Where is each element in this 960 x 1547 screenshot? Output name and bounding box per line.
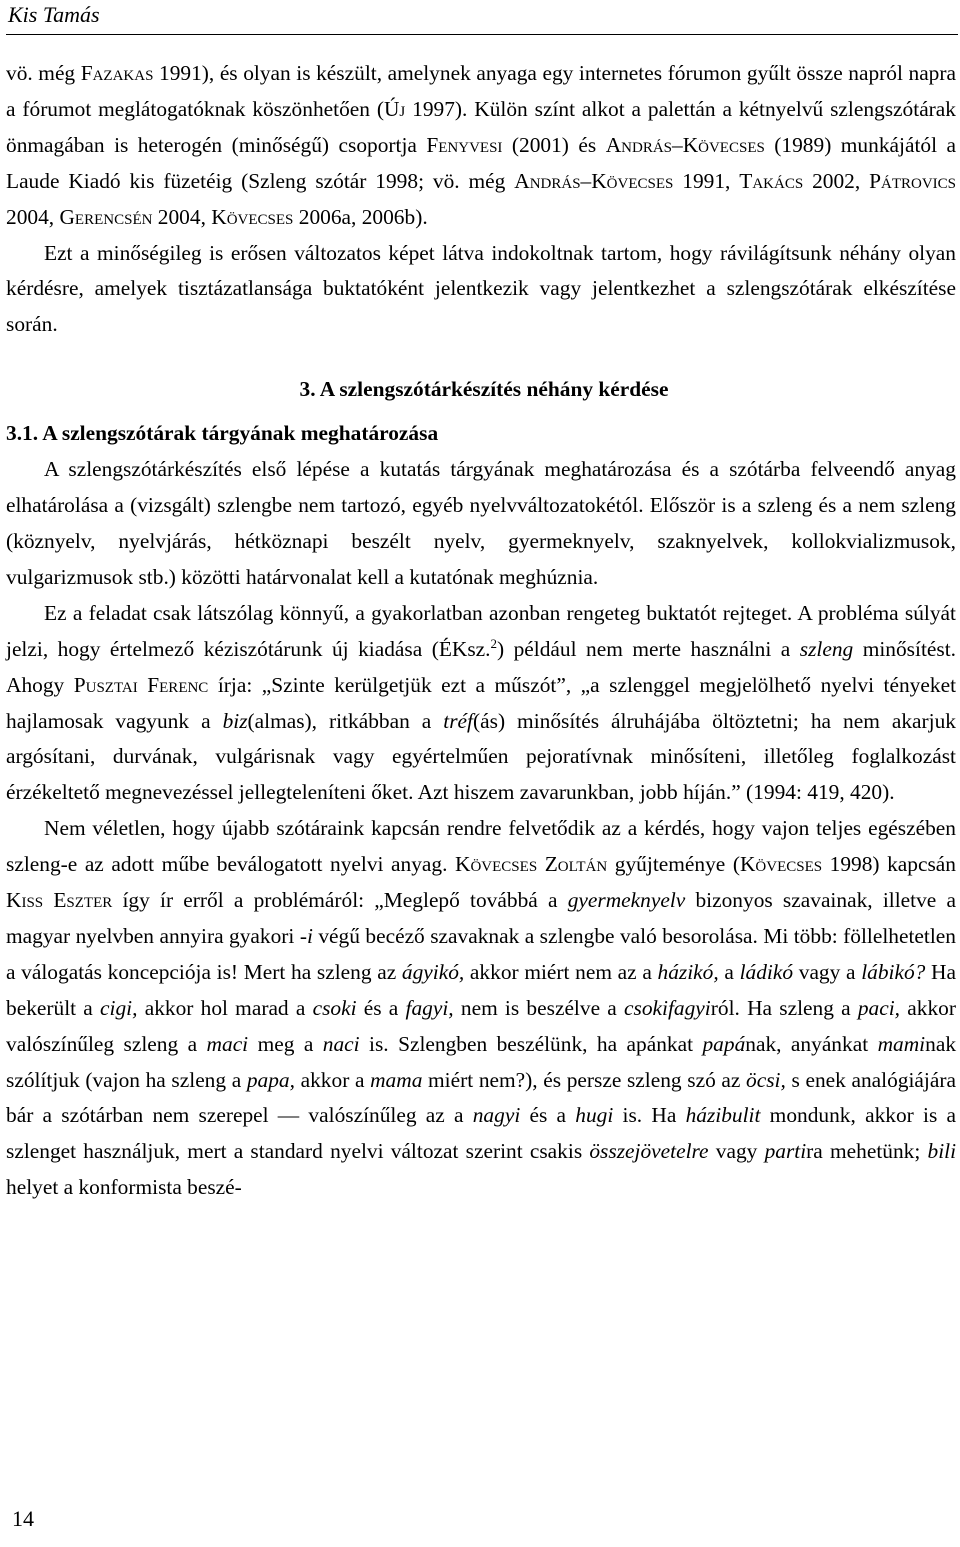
author-name: Fenyvesi — [426, 132, 503, 157]
text-run: meg a — [248, 1031, 323, 1056]
text-run: 1997). Külön színt alkot a palettán a kétnyelvű szlengszótárak önmagában is heterogén (minőségű) csoportja — [6, 96, 956, 157]
italic-term: biz — [222, 708, 248, 733]
author-name: Új — [383, 96, 406, 121]
italic-term: cigi, — [100, 995, 138, 1020]
text-run: végű becéző szavaknak a szlengbe való besorolása. Mi több: föllelhetetlen a válogatás koncepciója is! Mert ha szleng az — [6, 923, 956, 984]
italic-term: papa, — [246, 1067, 295, 1092]
running-header — [6, 0, 958, 35]
italic-term: naci — [322, 1031, 360, 1056]
italic-term: csokifagyi — [624, 995, 711, 1020]
paragraph-4 — [6, 596, 956, 811]
text-run: így ír erről a problémáról: „Meglepő továbbá a — [112, 888, 568, 913]
text-run: 2004, — [152, 204, 212, 229]
italic-term: szleng — [799, 636, 854, 661]
text-run: (2001) és — [502, 132, 606, 157]
text-run: a — [718, 959, 740, 984]
text-run: (almas), ritkábban a — [247, 708, 444, 733]
italic-term: házibulit — [685, 1103, 761, 1128]
italic-term: házikó, — [657, 959, 719, 984]
author-name: Pusztai Ferenc — [73, 672, 209, 697]
text-run: ról. Ha szleng a — [710, 995, 858, 1020]
page-number: 14 — [12, 1506, 34, 1531]
text-run: 2002, — [803, 168, 870, 193]
paragraph-2: Ezt a minőségileg is erősen változatos képet látva indokoltnak tartom, hogy rávilágítsunk néhány olyan kérdésre, amelyek tisztázatlansága buktatóként jelentkezik vagy jelentkezhet a szlengszótárak elkészítése során. — [6, 240, 956, 337]
italic-term: nagyi — [472, 1103, 521, 1128]
italic-term: papá — [702, 1031, 746, 1056]
text-run: Ha bekerült a — [6, 959, 956, 1020]
text-run: akkor miért nem az a — [464, 959, 658, 984]
text-run: helyet a konformista beszé- — [6, 1175, 242, 1200]
italic-term: mami — [877, 1031, 926, 1056]
author-name: Takács — [739, 168, 804, 193]
text-run: (1989) munkájától a Laude Kiadó kis füzetéig (Szleng szótár 1998; vö. még — [6, 132, 956, 193]
text-run: és a — [520, 1103, 576, 1128]
italic-term: gyermeknyelv — [567, 888, 686, 913]
author-name: Fazakas — [80, 61, 154, 85]
text-run: nak szólítjuk (vajon ha szleng a — [6, 1031, 957, 1092]
text-run: miért nem?), és persze szleng szó az — [422, 1067, 747, 1092]
italic-term: lábikó? — [861, 959, 926, 984]
text-run: vagy — [708, 1139, 765, 1164]
text-run: nem is beszélve a — [453, 995, 625, 1020]
text-run: s enek analógiájára bár a szótárban nem szerepel — valószínűleg az a — [6, 1067, 956, 1128]
body-text — [6, 56, 956, 1206]
italic-term: -i — [299, 923, 313, 948]
italic-term: összejövetelre — [589, 1139, 709, 1164]
italic-term: tréf — [443, 708, 473, 733]
subsection-heading: 3.1. A szlengszótárak tárgyának meghatározása — [6, 421, 439, 446]
text-run: Nem véletlen, hogy újabb szótáraink kapcsán rendre felvetődik az a kérdés, hogy vajon teljes egészében szleng-e az adott műbe beválogatott nyelvi anyag. — [6, 816, 956, 877]
text-run: akkor valószínűleg szleng a — [6, 995, 956, 1056]
italic-term: öcsi, — [746, 1067, 786, 1092]
text-run: minősítést. Ahogy — [6, 636, 957, 697]
italic-term: ládikó — [739, 959, 794, 984]
text-run: akkor a — [294, 1067, 371, 1092]
italic-term: fagyi, — [405, 995, 454, 1020]
italic-term: ágyikó, — [401, 959, 465, 984]
text-run: és a — [356, 995, 406, 1020]
italic-term: mama — [370, 1067, 423, 1092]
author-name: Kiss Eszter — [6, 888, 113, 913]
text-run: (ás) minősítés álruhájába öltöztetni; ha nem akarjuk argósítani, durvának, vulgárisnak vagy egyértelműen pejoratívnak minősíteni, illetőleg foglalkozást érzékeltető megnevezéssel jellegteleníteni őket. Azt hiszem zavarunkban, jobb híján.” (1994: 419, 420). — [6, 708, 956, 805]
text-run: ) például nem merte használni a — [497, 636, 800, 661]
text-run: 1991), és olyan is készült, amelynek anyaga egy internetes fórumon gyűlt össze napról napra a fórumot meglátogatóknak köszönhetően ( — [6, 61, 956, 121]
section-heading: 3. A szlengszótárkészítés néhány kérdése — [299, 377, 669, 402]
author-name: András–Kövecses — [605, 132, 765, 157]
italic-term: paci, — [857, 995, 901, 1020]
text-run: 2006a, 2006b). — [293, 204, 428, 229]
author-name: Kövecses — [211, 204, 294, 229]
text-run: is. Szlengben beszélünk, ha apánkat — [359, 1031, 703, 1056]
text-run: is. Ha — [613, 1103, 686, 1128]
italic-term: bili — [927, 1139, 957, 1164]
italic-term: hugi — [575, 1103, 614, 1128]
text-run: 1998) kapcsán — [822, 852, 956, 877]
text-run: bizonyos szavainak, illetve a magyar nyelvben annyira gyakori — [6, 888, 956, 948]
text-run: 1991, — [673, 168, 740, 193]
text-run: vagy a — [793, 959, 862, 984]
text-run: vö. még — [6, 61, 81, 85]
text-run: gyűjteménye ( — [607, 852, 740, 877]
author-name: Pátrovics — [869, 168, 957, 193]
text-run: Ez a feladat csak látszólag könnyű, a gyakorlatban azonban rengeteg buktatót rejteget. A probléma súlyát jelzi, hogy értelmező kéziszótárunk új kiadása (ÉKsz. — [6, 600, 956, 661]
author-name: András–Kövecses — [514, 168, 674, 193]
text-run: 2004, — [6, 204, 60, 229]
author-name: Kövecses Zoltán — [455, 852, 608, 877]
paragraph-3: A szlengszótárkészítés első lépése a kutatás tárgyának meghatározása és a szótárba felveendő anyag elhatárolása a (vizsgált) szlengbe nem tartozó, egyéb nyelvváltozatokétól. Először is a szleng és a nem szleng (köznyelv, nyelvjárás, hétköznapi beszélt nyelv, gyermeknyelv, szaknyelvek, kollokvializmusok, vulgarizmusok stb.) közötti határvonalat kell a kutatónak meghúznia. — [6, 457, 956, 589]
italic-term: maci — [206, 1031, 249, 1056]
superscript: 2 — [490, 635, 497, 651]
running-head-title: Kis Tamás — [8, 2, 100, 27]
text-run: akkor hol marad a — [137, 995, 313, 1020]
author-name: Kövecses — [739, 852, 823, 877]
italic-term: parti — [764, 1139, 807, 1164]
italic-term: csoki — [312, 995, 357, 1020]
paragraph-5 — [6, 811, 956, 1206]
text-run: írja: „Szinte kerülgetjük ezt a műszót”, „a szlenggel megjelölhető nyelvi tényeket hajlamosak vagyunk a — [6, 672, 957, 733]
text-run: nak, anyánkat — [745, 1031, 878, 1056]
text-run: mondunk, akkor is a szlenget használjuk, mert a standard nyelvi változat szerint csakis — [6, 1103, 956, 1164]
text-run: ra mehetünk; — [806, 1139, 928, 1164]
author-name: Gerencsén — [59, 204, 153, 229]
paragraph-1 — [6, 56, 956, 236]
